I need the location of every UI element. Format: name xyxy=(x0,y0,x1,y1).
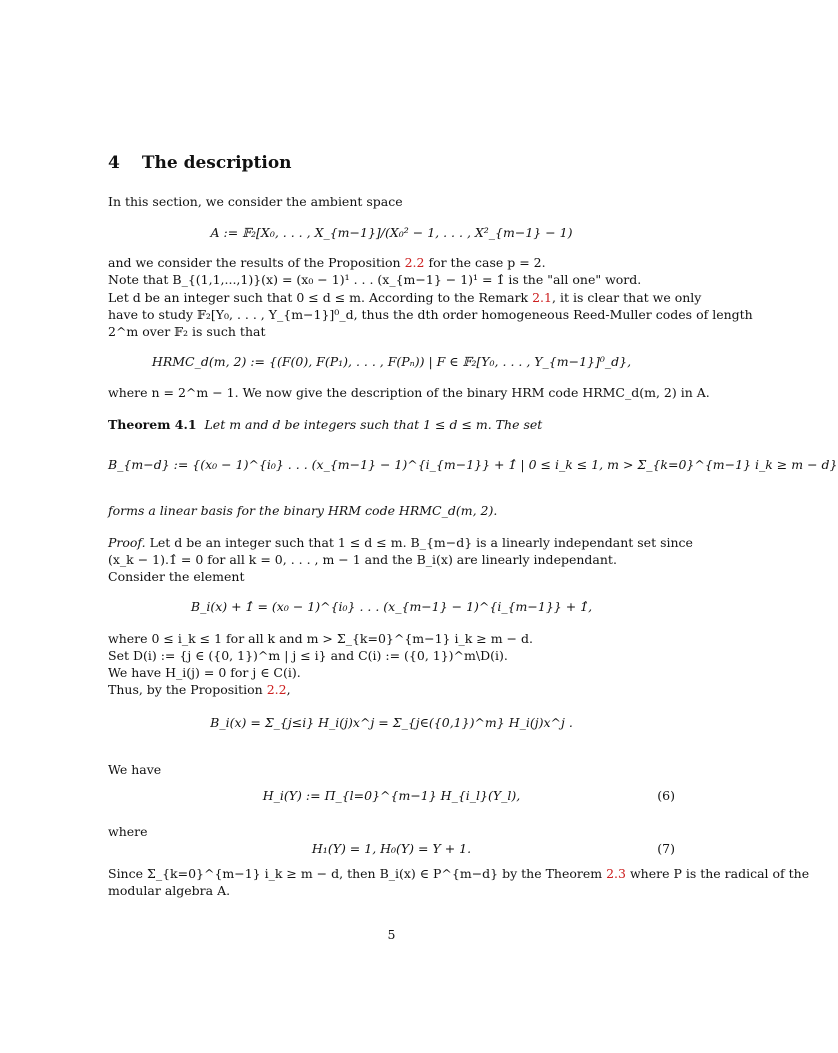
equation-6: H_i(Y) := Π_{l=0}^{m−1} H_{i_l}(Y_l), xyxy=(262,788,521,803)
intro-text: In this section, we consider the ambient space xyxy=(108,194,403,209)
theorem-conclusion: forms a linear basis for the binary HRM code HRMC_d(m, 2). xyxy=(108,503,498,518)
section-number: 4 xyxy=(108,153,120,173)
reference-link[interactable]: 2.2 xyxy=(404,255,425,270)
paragraph-let-d-line1: Let d be an integer such that 0 ≤ d ≤ m. According to the Remark 2.1, it is clear that we only xyxy=(108,290,702,305)
proof-line-9: where xyxy=(108,824,148,839)
paragraph-let-d-line2: have to study 𝔽₂[Y₀, . . . , Y_{m−1}]⁰_d, thus the dth order homogeneous Reed-Muller codes of length xyxy=(108,307,753,322)
page-number: 5 xyxy=(387,927,396,942)
equation-ambient-space: A := 𝔽₂[X₀, . . . , X_{m−1}]/(X₀² − 1, . . . , X²_{m−1} − 1) xyxy=(210,225,573,240)
equation-sum: B_i(x) = Σ_{j≤i} H_i(j)x^j = Σ_{j∈({0,1})^m} H_i(j)x^j . xyxy=(210,715,573,730)
proof-line-10: Since Σ_{k=0}^{m−1} i_k ≥ m − d, then B_i(x) ∈ P^{m−d} by the Theorem 2.3 where P is the radical of the xyxy=(108,866,810,881)
reference-link[interactable]: 2.1 xyxy=(532,290,552,305)
proof-line-2: (x_k − 1).1̂ = 0 for all k = 0, . . . , m − 1 and the B_i(x) are linearly independant. xyxy=(108,552,617,567)
section-title: The description xyxy=(141,153,292,173)
equation-hrmc: HRMC_d(m, 2) := {(F(0), F(P₁), . . . , F(Pₙ)) | F ∈ 𝔽₂[Y₀, . . . , Y_{m−1}]⁰_d}, xyxy=(151,354,632,369)
proof-line-5: Set D(i) := {j ∈ ({0, 1})^m | j ≤ i} and C(i) := ({0, 1})^m\D(i). xyxy=(108,648,508,663)
reference-link[interactable]: 2.2 xyxy=(266,682,287,697)
equation-number-6: (6) xyxy=(657,788,675,803)
paragraph-let-d-line3: 2^m over 𝔽₂ is such that xyxy=(108,324,266,339)
section-heading xyxy=(108,155,292,172)
reference-link[interactable]: 2.3 xyxy=(606,866,626,881)
proof-label: Proof. xyxy=(108,535,146,550)
proof-line-8: We have xyxy=(108,762,162,777)
theorem-statement: Theorem 4.1 Let m and d be integers such that 1 ≤ d ≤ m. The set xyxy=(108,417,543,432)
proof-line-7: Thus, by the Proposition 2.2, xyxy=(108,682,291,697)
proof-line-3: Consider the element xyxy=(108,569,245,584)
paper-page xyxy=(108,0,838,1053)
proof-line-6: We have H_i(j) = 0 for j ∈ C(i). xyxy=(108,665,301,680)
paragraph-proposition: and we consider the results of the Proposition 2.2 for the case p = 2. xyxy=(108,255,546,270)
equation-basis: B_{m−d} := {(x₀ − 1)^{i₀} . . . (x_{m−1} − 1)^{i_{m−1}} + 1̂ | 0 ≤ i_k ≤ 1, m > Σ_{k=0}^{m−1} i_k ≥ m − d} xyxy=(108,457,838,472)
proof-line-1: Proof. Let d be an integer such that 1 ≤ d ≤ m. B_{m−d} is a linearly independant set since xyxy=(108,535,693,550)
equation-element: B_i(x) + 1̂ = (x₀ − 1)^{i₀} . . . (x_{m−1} − 1)^{i_{m−1}} + 1̂, xyxy=(190,599,593,614)
paragraph-description: where n = 2^m − 1. We now give the description of the binary HRM code HRMC_d(m, 2) in A. xyxy=(108,385,710,400)
proof-line-11: modular algebra A. xyxy=(108,883,231,898)
paragraph-all-one: Note that B_{(1,1,...,1)}(x) = (x₀ − 1)¹ . . . (x_{m−1} − 1)¹ = 1̂ is the "all one" word. xyxy=(108,272,642,287)
theorem-label: Theorem 4.1 xyxy=(108,417,197,432)
equation-number-7: (7) xyxy=(657,841,675,856)
equation-7: H₁(Y) = 1, H₀(Y) = Y + 1. xyxy=(311,841,472,856)
proof-line-4: where 0 ≤ i_k ≤ 1 for all k and m > Σ_{k=0}^{m−1} i_k ≥ m − d. xyxy=(108,631,533,646)
